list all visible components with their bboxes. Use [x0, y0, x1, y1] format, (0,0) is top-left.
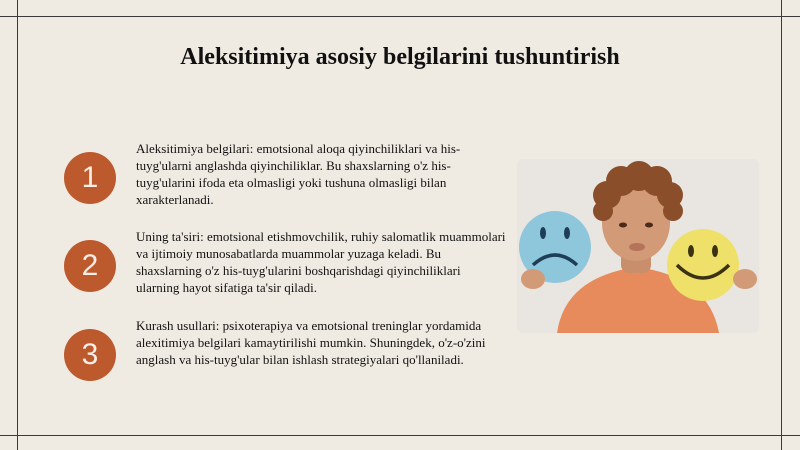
item-text: Aleksitimiya belgilari: emotsional aloqa qiyinchiliklari va his-tuyg'ularni anglashda qiyinchiliklar. Bu shaxslarning o'z his-tuyg'ularini ifoda eta olmasligi yoki tushuna olmasligi bilan xarakterlanadi. — [136, 141, 461, 207]
number-badge: 2 — [64, 240, 116, 292]
frame-line-top — [0, 16, 800, 17]
frame-line-bottom — [0, 435, 800, 436]
number-badge: 1 — [64, 152, 116, 204]
item-text: Uning ta'siri: emotsional etishmovchilik, ruhiy salomatlik muammolari va ijtimoiy munosabatlarda muammolar yuzaga keladi. Bu shaxslarning o'z his-tuyg'ularini boshqarishdagi qiyinchiliklari ularning hayot sifatiga ta'sir qiladi. — [136, 229, 506, 295]
slide-title: Aleksitimiya asosiy belgilarini tushuntirish — [180, 44, 620, 70]
child-emotions-photo — [517, 159, 759, 333]
number-badge: 3 — [64, 329, 116, 381]
item-text: Kurash usullari: psixoterapiya va emotsional treninglar yordamida alexitimiya belgilari kamaytirilishi mumkin. Shuningdek, o'z-o'zini anglash va his-tuyg'ular bilan ishlash strategiyalari qo'llaniladi. — [136, 318, 486, 367]
